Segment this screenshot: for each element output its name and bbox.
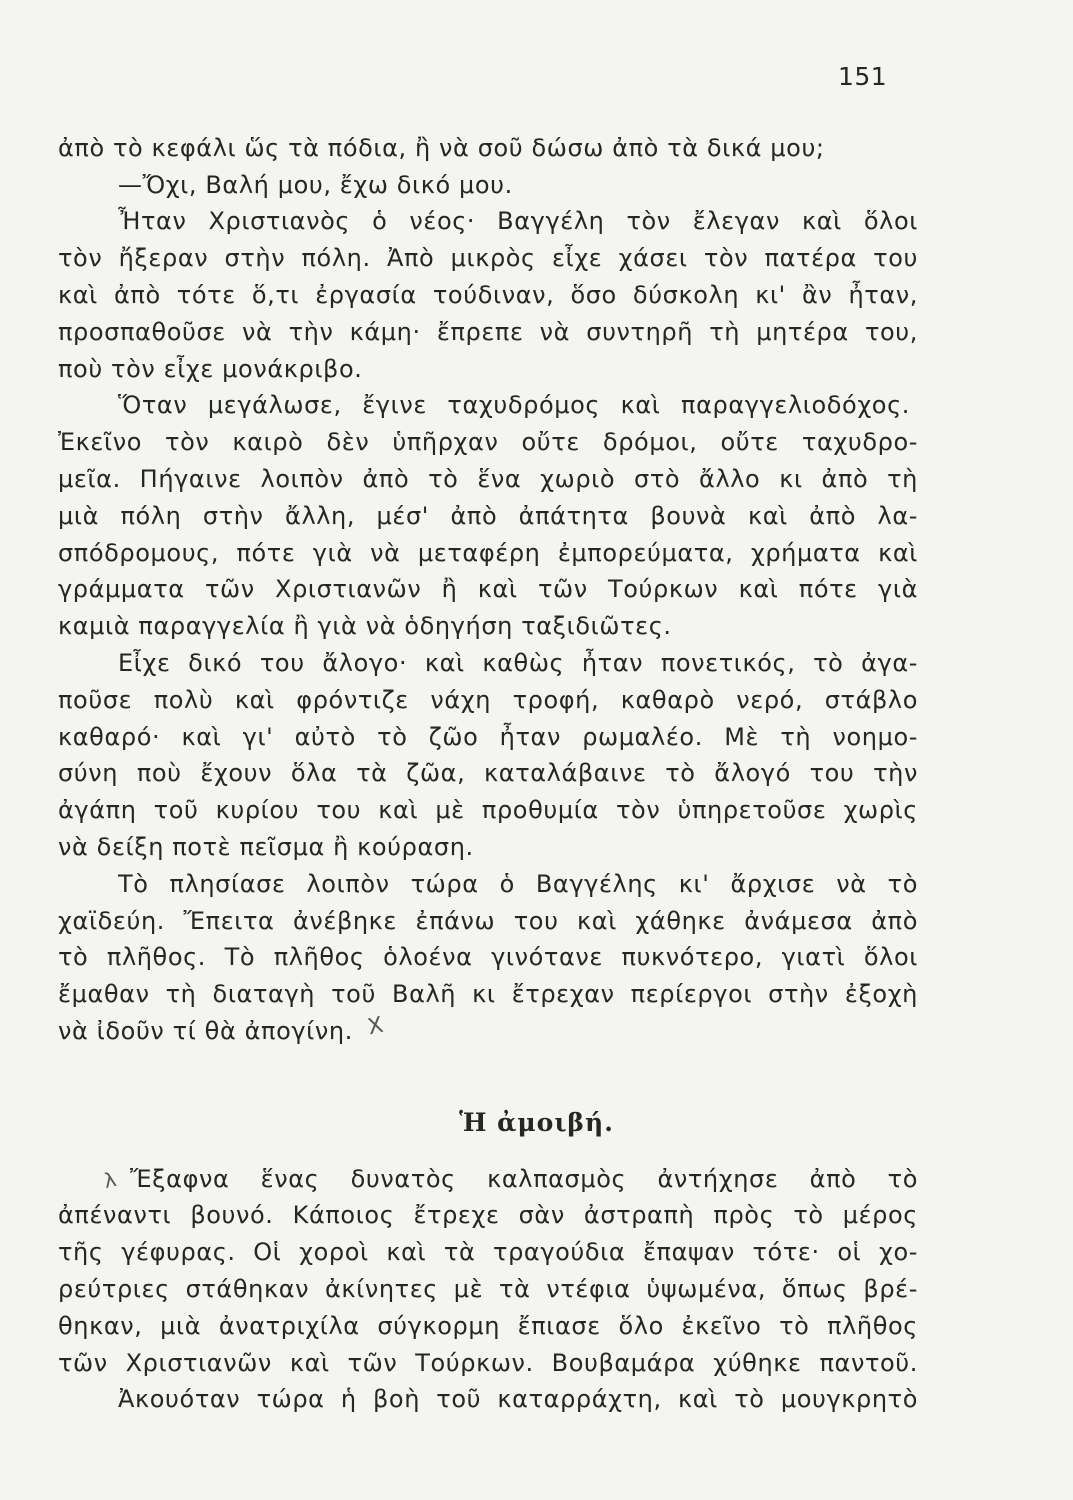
text-line: ποὺ τὸν εἶχε μονάκριβο. <box>58 355 363 383</box>
text-line: θηκαν, μιὰ ἀνατριχίλα σύγκορμη ἔπιασε ὅλο ἐκεῖνο τὸ πλῆθος <box>58 1312 918 1340</box>
text-line: καὶ ἀπὸ τότε ὅ,τι ἐργασία τούδιναν, ὅσο δύσκολη κι' ἂν ἦταν, <box>58 281 918 309</box>
text-line: Ἐκεῖνο τὸν καιρὸ δὲν ὑπῆρχαν οὔτε δρόμοι, οὔτε ταχυδρο- <box>58 428 918 456</box>
text-line: χαϊδεύη. Ἔπειτα ἀνέβηκε ἐπάνω του καὶ χάθηκε ἀνάμεσα ἀπὸ <box>58 907 918 935</box>
text-line: νὰ ἰδοῦν τί θὰ ἀπογίνη. <box>58 1017 353 1045</box>
text-line: σπόδρομους, πότε γιὰ νὰ μεταφέρη ἐμπορεύματα, χρήματα καὶ <box>58 539 918 567</box>
text-line: καμιὰ παραγγελία ἢ γιὰ νὰ ὁδηγήση ταξιδιῶτες. <box>58 612 672 640</box>
text-line: νὰ δείξη ποτὲ πεῖσμα ἢ κούραση. <box>58 833 474 861</box>
text-line: Ἦταν Χριστιανὸς ὁ νέος· Βαγγέλη τὸν ἔλεγαν καὶ ὅλοι <box>118 207 918 235</box>
text-line: ποῦσε πολὺ καὶ φρόντιζε νάχη τροφή, καθαρὸ νερό, στάβλο <box>58 686 918 714</box>
pencil-margin-mark: λ <box>101 1166 119 1194</box>
text-line: σύνη ποὺ ἔχουν ὅλα τὰ ζῶα, καταλάβαινε τὸ ἄλογό του τὴν <box>58 759 918 787</box>
text-line: τὸν ἤξεραν στὴν πόλη. Ἀπὸ μικρὸς εἶχε χάσει τὸν πατέρα του <box>58 244 918 272</box>
pencil-margin-mark: X <box>365 1012 387 1041</box>
text-line: προσπαθοῦσε νὰ τὴν κάμη· ἔπρεπε νὰ συντηρῆ τὴ μητέρα του, <box>58 318 918 346</box>
text-line: τὸ πλῆθος. Τὸ πλῆθος ὁλοένα γινότανε πυκνότερο, γιατὶ ὅλοι <box>58 943 918 971</box>
text-line: ἀπέναντι βουνό. Κάποιος ἔτρεχε σὰν ἀστραπὴ πρὸς τὸ μέρος <box>58 1201 918 1229</box>
text-line: Εἶχε δικό του ἄλογο· καὶ καθὼς ἦταν πονετικός, τὸ ἀγα- <box>118 649 918 677</box>
text-line: Ἔξαφνα ἕνας δυνατὸς καλπασμὸς ἀντήχησε ἀπὸ τὸ <box>130 1165 918 1193</box>
text-line: καθαρό· καὶ γι' αὐτὸ τὸ ζῶο ἦταν ρωμαλέο. Μὲ τὴ νοημο- <box>58 723 918 751</box>
text-line: ρεύτριες στάθηκαν ἀκίνητες μὲ τὰ ντέφια ὑψωμένα, ὅπως βρέ- <box>58 1275 918 1303</box>
section-heading: Ἡ ἀμοιβή. <box>459 1108 614 1137</box>
text-line: ἀγάπη τοῦ κυρίου του καὶ μὲ προθυμία τὸν ὑπηρετοῦσε χωρὶς <box>58 796 918 824</box>
text-line: τῆς γέφυρας. Οἱ χοροὶ καὶ τὰ τραγούδια ἔπαψαν τότε· οἱ χο- <box>58 1238 918 1266</box>
page-number: 151 <box>838 62 888 91</box>
text-line: μιὰ πόλη στὴν ἄλλη, μέσ' ἀπὸ ἀπάτητα βουνὰ καὶ ἀπὸ λα- <box>58 502 918 530</box>
text-line: γράμματα τῶν Χριστιανῶν ἢ καὶ τῶν Τούρκων καὶ πότε γιὰ <box>58 575 918 603</box>
text-line: τῶν Χριστιανῶν καὶ τῶν Τούρκων. Βουβαμάρα χύθηκε παντοῦ. <box>58 1349 918 1377</box>
text-line: ἀπὸ τὸ κεφάλι ὥς τὰ πόδια, ἢ νὰ σοῦ δώσω ἀπὸ τὰ δικά μου; <box>58 134 825 162</box>
text-line: μεῖα. Πήγαινε λοιπὸν ἀπὸ τὸ ἕνα χωριὸ στὸ ἄλλο κι ἀπὸ τὴ <box>58 465 918 493</box>
text-line: Τὸ πλησίασε λοιπὸν τώρα ὁ Βαγγέλης κι' ἄρχισε νὰ τὸ <box>118 870 918 898</box>
text-line: Ἀκουόταν τώρα ἡ βοὴ τοῦ καταρράχτη, καὶ τὸ μουγκρητὸ <box>118 1385 918 1413</box>
text-line: —Ὄχι, Βαλή μου, ἔχω δικό μου. <box>118 171 513 199</box>
text-line: Ὅταν μεγάλωσε, ἔγινε ταχυδρόμος καὶ παραγγελιοδόχος. <box>118 391 910 419</box>
text-line: ἔμαθαν τὴ διαταγὴ τοῦ Βαλῆ κι ἔτρεχαν περίεργοι στὴν ἐξοχὴ <box>58 980 918 1008</box>
